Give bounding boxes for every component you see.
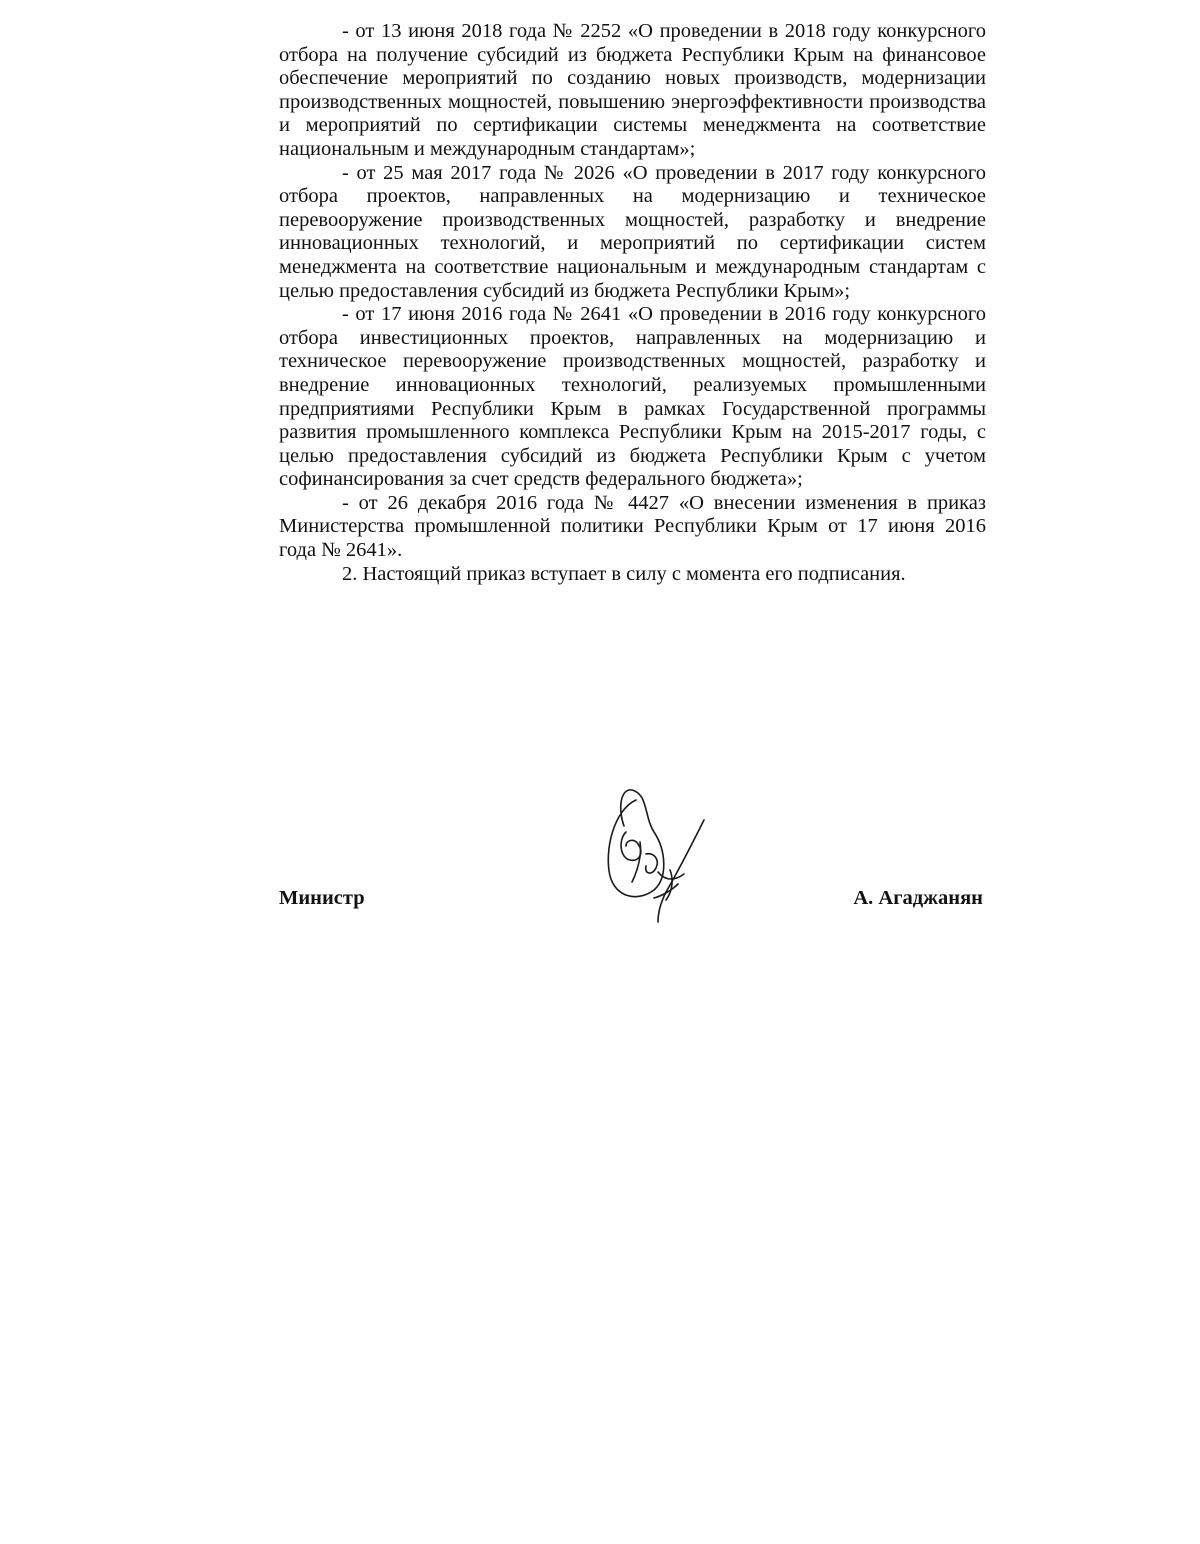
paragraph-order-4427: - от 26 декабря 2016 года № 4427 «О внесении изменения в приказ Министерства промышленной политики Республики Крым от 17 июня 2016 года № 2641». (279, 491, 986, 562)
document-body (279, 20, 986, 586)
paragraph-order-2641: - от 17 июня 2016 года № 2641 «О проведении в 2016 году конкурсного отбора инвестиционных проектов, направленных на модернизацию и техническое перевооружение производственных мощностей, разработку и внедрение инновационных технологий, реализуемых промышленными предприятиями Республики Крым в рамках Государственной программы развития промышленного комплекса Республики Крым на 2015-2017 годы, с целью предоставления субсидий из бюджета Республики Крым с учетом софинансирования за счет средств федерального бюджета»; (279, 303, 986, 491)
signature-block (279, 887, 986, 917)
paragraph-order-2252: - от 13 июня 2018 года № 2252 «О проведении в 2018 году конкурсного отбора на получение субсидий из бюджета Республики Крым на финансовое обеспечение мероприятий по созданию новых производств, модернизации производственных мощностей, повышению энергоэффективности производства и мероприятий по сертификации системы менеджмента на соответствие национальным и международным стандартам»; (279, 20, 986, 160)
signatory-title: Министр (279, 887, 365, 909)
paragraph-order-2026: - от 25 мая 2017 года № 2026 «О проведении в 2017 году конкурсного отбора проектов, направленных на модернизацию и техническое перевооружение производственных мощностей, разработку и внедрение инновационных технологий, и мероприятий по сертификации систем менеджмента на соответствие национальным и международным стандартам с целью предоставления субсидий из бюджета Республики Крым»; (279, 161, 986, 302)
paragraph-effective-clause: 2. Настоящий приказ вступает в силу с момента его подписания. (342, 562, 906, 585)
signatory-name: А. Агаджанян (853, 887, 983, 909)
